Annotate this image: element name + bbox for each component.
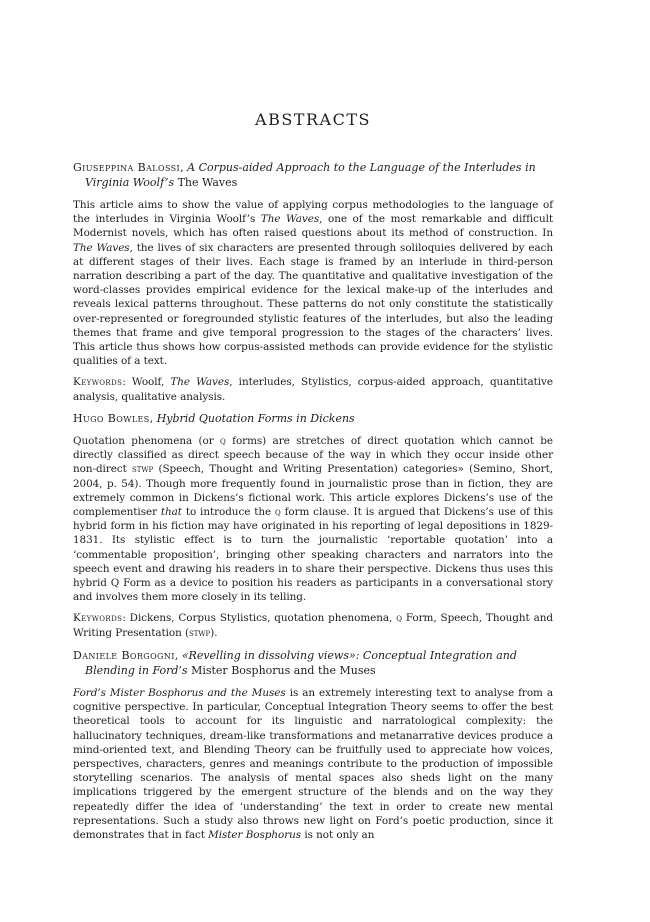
body-text-span: is not only an bbox=[304, 829, 375, 842]
abbrev-span: q bbox=[396, 612, 402, 625]
abstract-borgogni bbox=[73, 648, 553, 842]
abstract-bowles bbox=[73, 411, 553, 640]
abstract-heading: Hugo Bowles, Hybrid Quotation Forms in Dickens bbox=[73, 412, 355, 425]
work-title: Mister Bosphorus and the Muses bbox=[191, 664, 376, 677]
abstract-body bbox=[73, 198, 553, 368]
article-title: A Corpus-aided Approach to the Language of the Interludes in Virginia Woolf’s bbox=[85, 161, 536, 189]
keywords-text: : Woolf, bbox=[122, 376, 165, 389]
abstract-heading: Giuseppina Balossi, A Corpus-aided Approach to the Language of the Interludes in Virginia Woolf’s The Waves bbox=[73, 161, 536, 189]
keywords-text: Form, Speech, Thought and Writing Presentation ( bbox=[73, 612, 553, 639]
body-text-span: to introduce the bbox=[185, 506, 272, 519]
body-text-span: forms) are stretches of direct quotation which cannot be directly classified as direct speech because of the way in which they occur inside other non-direct bbox=[73, 435, 553, 476]
abstract-heading: Daniele Borgogni, «Revelling in dissolving views»: Conceptual Integration and Blending in Ford’s Mister Bosphorus and the Muses bbox=[73, 649, 517, 677]
keywords-text: , interludes, Stylistics, corpus-aided approach, quantitative analysis, qualitative analysis. bbox=[73, 376, 553, 403]
work-title-span: Ford’s Mister Bosphorus and the Muses bbox=[73, 687, 286, 699]
abbrev-span: q bbox=[220, 435, 226, 447]
body-text-span: This article aims to show the value of applying corpus methodologies to the language of the interludes in Virginia Woolf’s bbox=[73, 199, 553, 226]
body-text-span: form clause. It is argued that Dickens’s use of this hybrid form in his fiction may have originated in his reporting of legal depositions in 1829-1831. Its stylistic effect is to turn the journalistic ‘reportable quotation’ into a ‘commentable proposition’, bringing other speaking characters and narrators into the speech event and drawing his readers in to share their perspective. Dickens thus uses this hybrid Q Form as a device to position his readers as participants in a conversational story and involves them more closely in its telling. bbox=[73, 506, 553, 604]
abstract-body bbox=[73, 686, 553, 842]
author-name: Giuseppina Balossi bbox=[73, 161, 181, 174]
work-title-span: The Waves bbox=[260, 213, 320, 226]
abbrev-span: stwp bbox=[189, 626, 211, 639]
body-text-span: Quotation phenomena (or bbox=[73, 435, 214, 447]
author-name: Hugo Bowles bbox=[73, 412, 150, 425]
keywords bbox=[73, 375, 553, 403]
author-name: Daniele Borgogni bbox=[73, 649, 175, 662]
body-text-span: (Speech, Thought and Writing Presentation) categories» (Semino, Short, 2004, p. 54). Though more frequently found in journalistic prose than in fiction, they are extremely common in Dickens’s fictional work. This article explores Dickens’s use of the complementiser bbox=[73, 463, 553, 519]
keywords-label: Keywords bbox=[73, 376, 123, 389]
body-text-span: is an extremely interesting text to analyse from a cognitive perspective. In particular, Conceptual Integration Theory seems to offer the best theoretical tools to account for its linguistic and narratological complexity: the hallucinatory techniques, dream-like transformations and metanarrative devices produce a mind-oriented text, and Blending Theory can be fruitfully used to appreciate how voices, perspectives, characters, genres and meanings contribute to the production of impossible storytelling scenarios. The analysis of mental spaces also sheds light on the many implications triggered by the emergent structure of the blends and on the way they repeatedly differ the idea of ‘understanding’ the text in order to create new mental representations. Such a study also throws new light on Ford’s poetic production, since it demonstrates that in fact bbox=[73, 687, 553, 842]
work-title: The Waves bbox=[177, 176, 238, 189]
italic-word: that bbox=[160, 506, 182, 519]
keywords-text: ). bbox=[210, 626, 218, 639]
keywords-text: : Dickens, Corpus Stylistics, quotation phenomena, bbox=[122, 612, 393, 625]
work-title-span: The Waves bbox=[73, 241, 130, 254]
keywords-label: Keywords bbox=[73, 612, 123, 625]
article-title: Hybrid Quotation Forms in Dickens bbox=[156, 412, 355, 425]
body-text-span: , the lives of six characters are presented through soliloquies delivered by each at different stages of their lives. Each stage is framed by an interlude in third-person narration describing a part of the day. The quantitative and qualitative investigation of the word-classes provides empirical evidence for the lexical make-up of the interludes and reveals lexical patterns throughout. These patterns do not only constitute the statistically over-represented or foregrounded stylistic features of the interludes, but also the leading themes that frame and give temporal progression to the stages of the characters’ lives. This article thus shows how corpus-assisted methods can provide evidence for the stylistic qualities of a text. bbox=[73, 241, 553, 368]
page-title: ABSTRACTS bbox=[255, 110, 371, 129]
article-title: «Revelling in dissolving views»: Conceptual Integration and Blending in Ford’s bbox=[85, 649, 517, 677]
body-text-span: , one of the most remarkable and difficult Modernist novels, which has often raised questions about its method of construction. In bbox=[73, 213, 553, 240]
abstract-balossi bbox=[73, 160, 553, 404]
work-title-span: Mister Bosphorus bbox=[208, 829, 302, 842]
abstract-body bbox=[73, 434, 553, 604]
abbrev-span: stwp bbox=[132, 463, 154, 476]
abbrev-span: q bbox=[274, 506, 281, 519]
keywords bbox=[73, 611, 553, 639]
work-title-span: The Waves bbox=[170, 376, 230, 389]
